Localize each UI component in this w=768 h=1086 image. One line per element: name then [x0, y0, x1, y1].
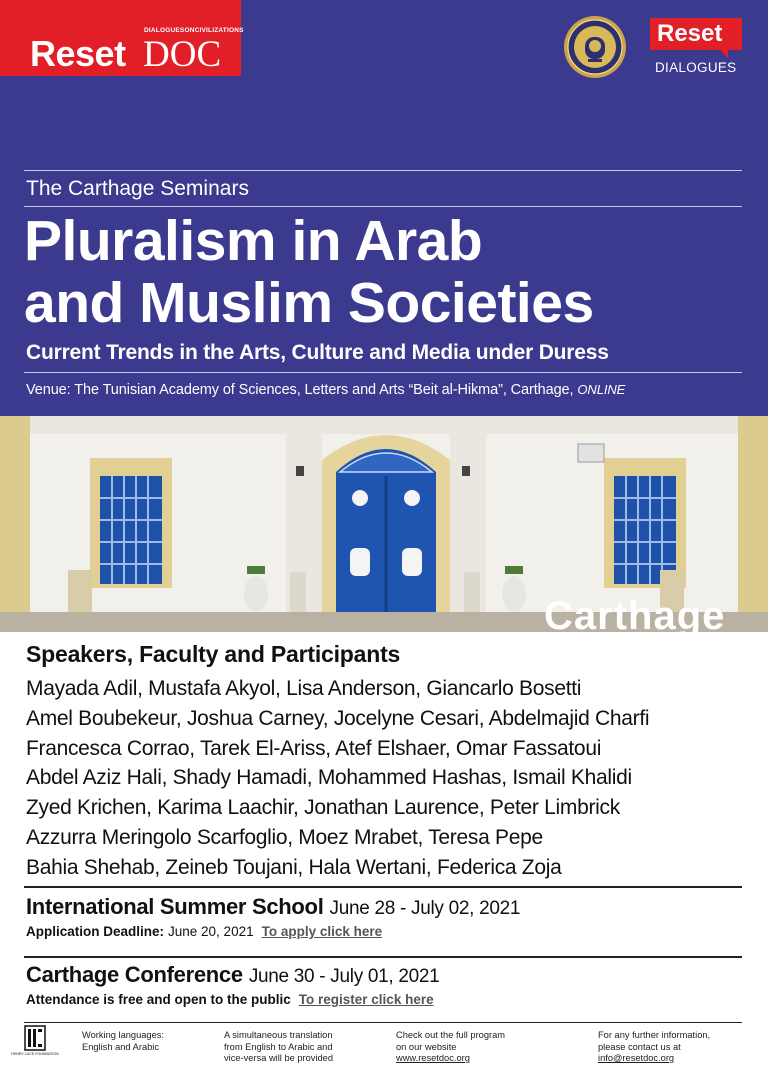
title-line-1: Pluralism in Arab — [24, 209, 483, 273]
venue-text: Venue: The Tunisian Academy of Sciences, Letters and Arts “Beit al-Hikma”, Carthage, — [26, 382, 574, 398]
footer-contact-line: For any further information, — [598, 1030, 711, 1040]
footer-program — [396, 1030, 505, 1065]
email-link[interactable]: info@resetdoc.org — [598, 1053, 675, 1063]
page-title — [24, 210, 594, 334]
speakers-heading: Speakers, Faculty and Participants — [26, 641, 401, 667]
page-subtitle: Current Trends in the Arts, Culture and Media under Duress — [26, 341, 609, 364]
speaker-line: Azzurra Meringolo Scarfoglio, Moez Mrabet, Teresa Pepe — [26, 825, 543, 849]
divider-conference — [24, 956, 742, 958]
footer-contact — [598, 1030, 710, 1065]
speaker-line: Bahia Shehab, Zeineb Toujani, Hala Wertani, Federica Zoja — [26, 855, 562, 879]
footer-program-line — [396, 1042, 505, 1065]
resetdoc-logo[interactable] — [0, 0, 244, 76]
footer-translation-line: vice-versa will be provided — [224, 1053, 334, 1063]
footer-logo-text: HENRY LUCE FOUNDATION — [11, 1052, 59, 1056]
speaker-line: Zyed Krichen, Karima Laachir, Jonathan Laurence, Peter Limbrick — [26, 796, 620, 820]
speakers-list — [26, 674, 649, 883]
apply-link[interactable]: To apply click here — [261, 924, 383, 939]
footer-languages-line: English and Arabic — [82, 1041, 160, 1052]
footer-languages-line: Working languages: — [82, 1030, 165, 1040]
summer-school-title — [26, 894, 520, 920]
speaker-line: Francesca Corrao, Tarek El-Ariss, Atef Elshaer, Omar Fassatoui — [26, 736, 602, 760]
footer-translation-line: A simultaneous translation — [224, 1030, 333, 1040]
speaker-line: Mayada Adil, Mustafa Akyol, Lisa Anderson, Giancarlo Bosetti — [26, 677, 582, 700]
footer-contact-line: please contact us at — [598, 1041, 681, 1052]
register-link[interactable]: To register click here — [298, 992, 434, 1007]
title-line-2: and Muslim Societies — [24, 271, 594, 335]
conference-dates: June 30 - July 01, 2021 — [248, 966, 440, 987]
footer-languages — [82, 1030, 164, 1053]
summer-school-deadline — [26, 924, 382, 939]
academy-seal-icon — [563, 15, 627, 79]
reset-dialogues-reset: Reset — [657, 20, 723, 47]
henry-luce-foundation-logo — [11, 1024, 59, 1064]
venue-online: ONLINE — [577, 382, 626, 397]
reset-dialogues-logo[interactable] — [650, 18, 742, 78]
conference-title — [26, 962, 439, 988]
carthage-photo — [0, 416, 768, 638]
header-rule-middle — [24, 206, 742, 207]
divider-summer-school — [24, 886, 742, 888]
footer-program-line: Check out the full program — [396, 1030, 506, 1040]
footer-translation — [224, 1030, 333, 1065]
series-title: The Carthage Seminars — [26, 177, 249, 200]
resetdoc-logo-reset: Reset — [30, 33, 126, 74]
resetdoc-logo-doc: DOC — [143, 34, 222, 75]
resetdoc-tagline: DIALOGUESONCIVILIZATIONS — [144, 27, 244, 34]
conference-attendance — [26, 992, 434, 1007]
header-rule-bottom — [24, 372, 742, 373]
attendance-text: Attendance is free and open to the public — [26, 992, 291, 1007]
footer-translation-line: from English to Arabic and — [224, 1041, 333, 1052]
speech-tail — [720, 50, 728, 58]
deadline-date: June 20, 2021 — [168, 924, 254, 939]
conference-name: Carthage Conference — [26, 962, 243, 987]
divider-footer — [24, 1022, 742, 1023]
summer-school-name: International Summer School — [26, 894, 324, 919]
speaker-line: Amel Boubekeur, Joshua Carney, Jocelyne Cesari, Abdelmajid Charfi — [26, 706, 650, 730]
photo-caption: Carthage — [544, 594, 726, 638]
reset-dialogues-sub: DIALOGUES — [655, 60, 737, 75]
summer-school-dates: June 28 - July 02, 2021 — [329, 898, 521, 919]
venue-line — [26, 382, 625, 398]
footer-program-prefix: on our website — [396, 1041, 457, 1052]
header-rule-top — [24, 170, 742, 171]
website-link[interactable]: www.resetdoc.org — [396, 1053, 470, 1063]
speaker-line: Abdel Aziz Hali, Shady Hamadi, Mohammed Hashas, Ismail Khalidi — [26, 766, 632, 790]
deadline-label: Application Deadline: — [26, 924, 165, 939]
reset-dialogues-box — [650, 18, 742, 50]
header-banner — [0, 0, 768, 416]
